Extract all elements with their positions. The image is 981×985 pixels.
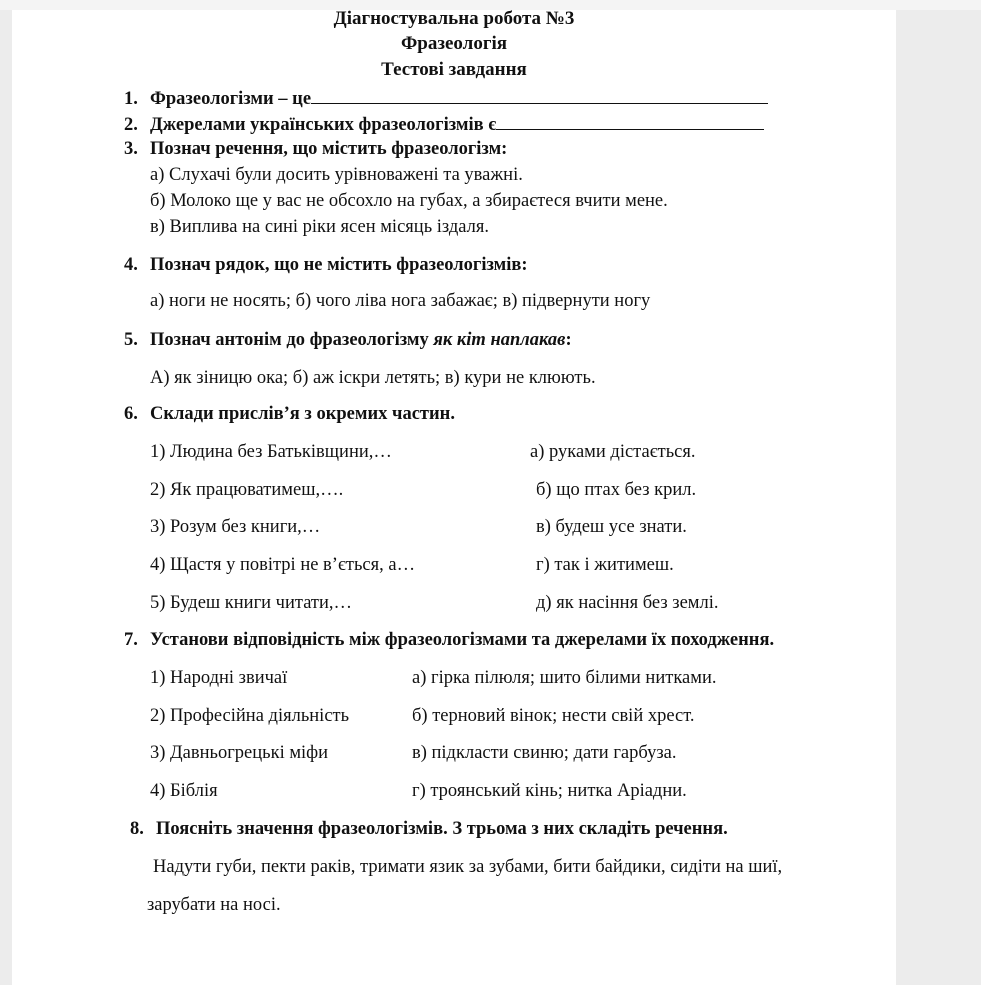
right-item: а) гірка пілюля; шито білими нитками. [412, 668, 717, 688]
question-text: Познач речення, що містить фразеологізм: [150, 139, 508, 159]
question-text: Поясніть значення фразеологізмів. З трьома з них складіть речення. [156, 819, 728, 839]
left-item: 2) Професійна діяльність [150, 706, 350, 726]
question-3 [124, 139, 507, 160]
question-8 [130, 819, 728, 840]
question-2 [124, 113, 764, 136]
question-4 [124, 255, 528, 276]
doc-title: Діагностувальна робота №3 [333, 8, 575, 29]
phrase: як кіт наплакав [433, 330, 566, 350]
left-item: 4) Біблія [150, 781, 218, 801]
left-item: 1) Народні звичаї [150, 668, 288, 688]
right-item: г) так і житимеш. [536, 555, 674, 575]
option: а) Слухачі були досить урівноважені та уважні. [150, 165, 523, 185]
option: а) ноги не носять; б) чого ліва нога забажає; в) підвернути ногу [150, 291, 651, 311]
option: А) як зіницю ока; б) аж іскри летять; в) кури не клюють. [150, 368, 596, 388]
doc-subtitle: Фразеологія [400, 33, 508, 54]
q8-text-line-2: зарубати на носі. [147, 895, 281, 915]
question-text: Джерелами українських фразеологізмів є [150, 115, 497, 135]
right-item: в) будеш усе знати. [536, 517, 687, 537]
left-item: 4) Щастя у повітрі не в’ється, а… [150, 555, 416, 575]
answer-line[interactable] [496, 113, 764, 130]
right-item: а) руками дістається. [530, 442, 696, 462]
question-text: Познач рядок, що не містить фразеологізмів: [150, 255, 528, 275]
question-number: 7. [124, 630, 138, 650]
q8-text-line-1: Надути губи, пекти раків, тримати язик за зубами, бити байдики, сидіти на шиї, [153, 857, 783, 877]
question-text: Установи відповідність між фразеологізмами та джерелами їх походження. [150, 630, 775, 650]
question-number: 3. [124, 139, 138, 159]
question-text: Фразеологізми – це [150, 89, 312, 109]
left-item: 5) Будеш книги читати,… [150, 593, 353, 613]
question-number: 4. [124, 255, 138, 275]
right-item: г) троянський кінь; нитка Аріадни. [412, 781, 687, 801]
left-item: 3) Давньогрецькі міфи [150, 743, 329, 763]
question-1 [124, 87, 768, 110]
right-item: б) що птах без крил. [536, 480, 697, 500]
right-item: д) як насіння без землі. [536, 593, 719, 613]
question-6 [124, 404, 455, 425]
right-item: в) підкласти свиню; дати гарбуза. [412, 743, 677, 763]
answer-line[interactable] [311, 87, 768, 104]
left-item: 3) Розум без книги,… [150, 517, 321, 537]
question-number: 2. [124, 115, 138, 135]
question-7 [124, 630, 774, 651]
right-item: б) терновий вінок; нести свій хрест. [412, 706, 695, 726]
question-number: 6. [124, 404, 138, 424]
doc-section: Тестові завдання [381, 59, 527, 80]
question-5 [124, 330, 572, 351]
document-page [12, 10, 896, 985]
question-number: 5. [124, 330, 138, 350]
option: в) Виплива на сині ріки ясен місяць іздаля. [150, 217, 490, 237]
question-text: Познач антонім до фразеологізму [150, 330, 434, 350]
right-margin [896, 10, 981, 985]
question-number: 8. [130, 819, 144, 839]
option: б) Молоко ще у вас не обсохло на губах, а збираєтеся вчити мене. [150, 191, 668, 211]
left-item: 2) Як працюватимеш,…. [150, 480, 344, 500]
question-number: 1. [124, 89, 138, 109]
colon: : [565, 330, 572, 350]
question-text: Склади прислів’я з окремих частин. [150, 404, 455, 424]
left-item: 1) Людина без Батьківщини,… [150, 442, 392, 462]
